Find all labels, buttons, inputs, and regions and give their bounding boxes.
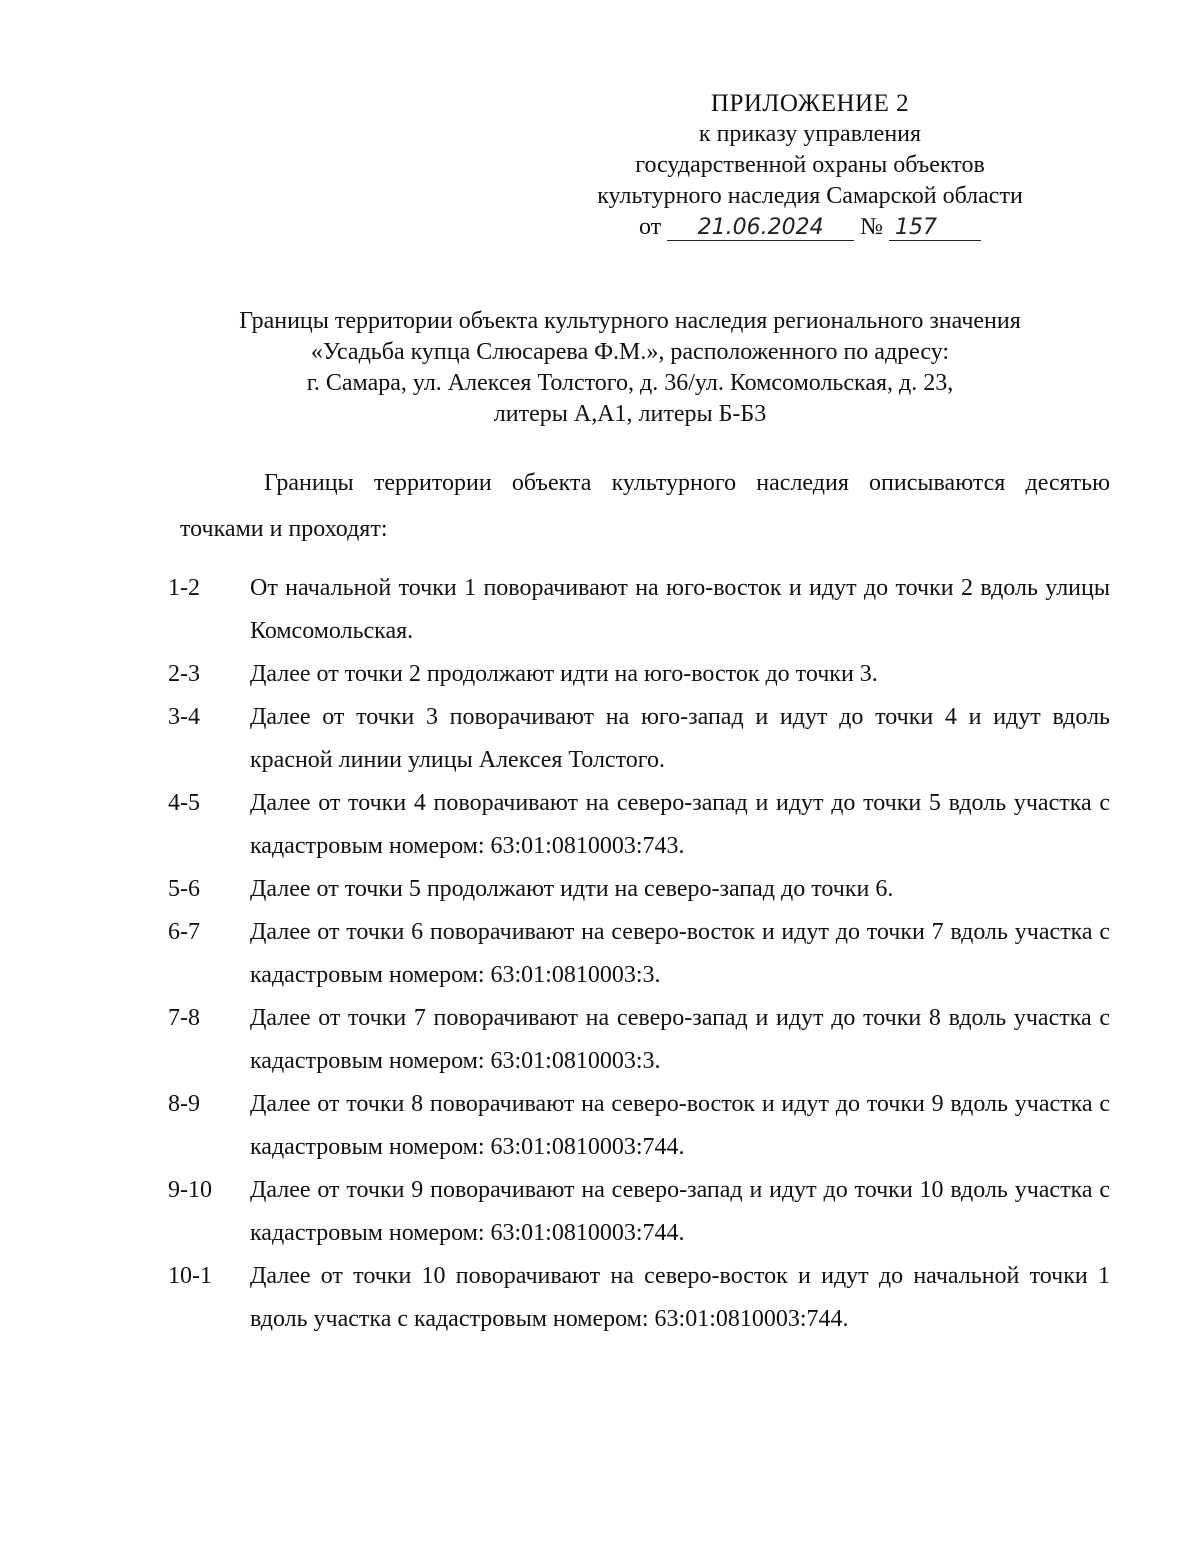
number-prefix: № [860,214,884,240]
intro-text: Границы территории объекта культурного наследия описываются десятью точками и проходят: [180,470,1110,542]
heading-line-3: г. Самара, ул. Алексея Толстого, д. 36/ул. Комсомольская, д. 23, [306,370,954,396]
appendix-line-2: государственной охраны объектов [635,152,985,178]
appendix-line-1: к приказу управления [698,121,922,147]
segment-item [168,911,1110,997]
segment-number: 2-3 [168,661,200,687]
segment-number: 7-8 [168,1005,200,1031]
segment-item [168,1169,1110,1255]
date-prefix: от [638,214,662,240]
order-date-number-line [560,212,1060,243]
heading-line-1: Границы территории объекта культурного наследия регионального значения [239,308,1021,334]
segment-number: 4-5 [168,790,200,816]
segment-number: 5-6 [168,876,200,902]
document-heading [140,306,1120,430]
intro-paragraph [180,460,1110,552]
segment-number: 9-10 [168,1177,212,1203]
segment-text: Далее от точки 9 поворачивают на северо-запад и идут до точки 10 вдоль участка с кадастровым номером: 63:01:0810003:744. [250,1177,1110,1246]
heading-line-2: «Усадьба купца Слюсарева Ф.М.», расположенного по адресу: [310,339,950,365]
segment-text: Далее от точки 2 продолжают идти на юго-восток до точки 3. [250,661,878,687]
appendix-block [560,88,1060,243]
segment-text: Далее от точки 4 поворачивают на северо-запад и идут до точки 5 вдоль участка с кадастровым номером: 63:01:0810003:743. [250,790,1110,859]
appendix-line-3: культурного наследия Самарской области [597,183,1023,209]
heading-line-4: литеры А,А1, литеры Б-Б3 [493,401,767,427]
segment-number: 10-1 [168,1263,212,1289]
segment-number: 3-4 [168,704,200,730]
segment-text: Далее от точки 8 поворачивают на северо-восток и идут до точки 9 вдоль участка с кадастровым номером: 63:01:0810003:744. [250,1091,1110,1160]
segment-number: 1-2 [168,575,200,601]
segment-number: 6-7 [168,919,200,945]
segment-item [168,997,1110,1083]
order-number-handwritten: 157 [889,216,981,241]
segment-number: 8-9 [168,1091,200,1117]
segment-text: Далее от точки 10 поворачивают на северо-восток и идут до начальной точки 1 вдоль участка с кадастровым номером: 63:01:0810003:744. [250,1263,1110,1332]
segment-item [168,1255,1110,1341]
segment-text: Далее от точки 5 продолжают идти на северо-запад до точки 6. [250,876,894,902]
segment-text: Далее от точки 6 поворачивают на северо-восток и идут до точки 7 вдоль участка с кадастровым номером: 63:01:0810003:3. [250,919,1110,988]
segment-item [168,696,1110,782]
order-date-handwritten: 21.06.2024 [667,216,854,241]
appendix-title: ПРИЛОЖЕНИЕ 2 [710,90,910,117]
segment-item [168,567,1110,653]
segment-text: Далее от точки 7 поворачивают на северо-запад и идут до точки 8 вдоль участка с кадастровым номером: 63:01:0810003:3. [250,1005,1110,1074]
segment-item [168,782,1110,868]
segment-text: Далее от точки 3 поворачивают на юго-запад и идут до точки 4 и идут вдоль красной линии улицы Алексея Толстого. [250,704,1110,773]
boundary-segments-list [168,567,1110,1341]
segment-item [168,868,1110,911]
segment-item [168,653,1110,696]
segment-item [168,1083,1110,1169]
segment-text: От начальной точки 1 поворачивают на юго-восток и идут до точки 2 вдоль улицы Комсомольская. [250,575,1110,644]
